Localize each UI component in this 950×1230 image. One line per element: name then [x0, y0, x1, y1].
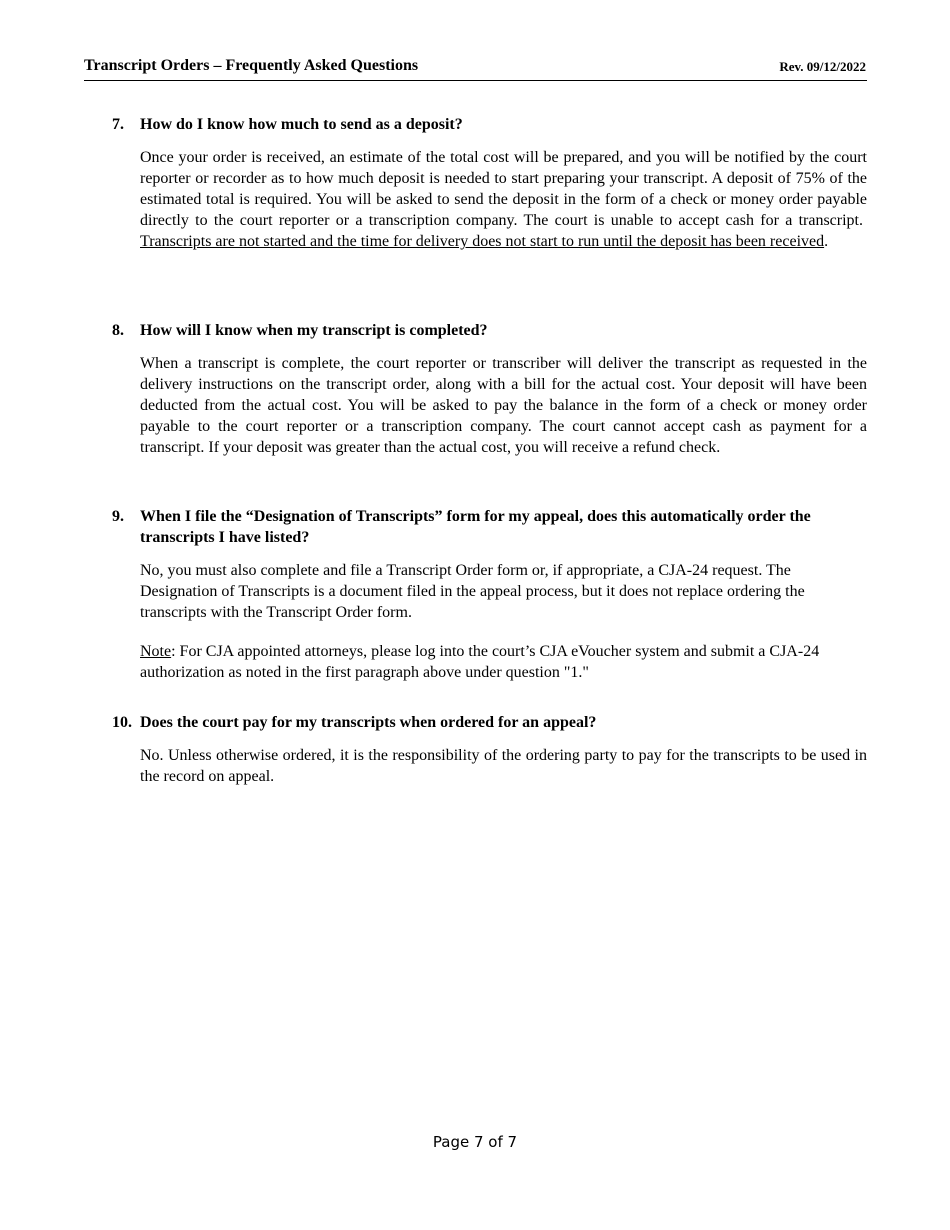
question-number: 7.	[112, 116, 124, 133]
answer-text	[140, 147, 867, 252]
page-number: Page 7 of 7	[432, 1133, 518, 1151]
revision-date: Rev. 09/12/2022	[779, 59, 866, 74]
note-label: Note	[140, 643, 172, 660]
question-heading: Does the court pay for my transcripts when ordered for an appeal?	[140, 714, 597, 731]
question-number: 9.	[112, 508, 124, 525]
faq-item-9	[112, 506, 867, 683]
document-title: Transcript Orders – Frequently Asked Questions	[84, 57, 419, 74]
note-text	[140, 641, 867, 683]
faq-item-7	[112, 114, 867, 252]
faq-item-8	[112, 320, 867, 458]
answer-text: No. Unless otherwise ordered, it is the responsibility of the ordering party to pay for the transcripts to be used in the record on appeal.	[140, 747, 867, 785]
page-header	[84, 56, 867, 81]
faq-item-10	[112, 712, 867, 787]
question-heading: How will I know when my transcript is completed?	[140, 322, 488, 339]
answer-period: .	[824, 233, 829, 250]
note-body: : For CJA appointed attorneys, please log into the court’s CJA eVoucher system and submit a CJA-24 authorization as noted in the first paragraph above under question "1."	[140, 643, 820, 681]
answer-text: No, you must also complete and file a Transcript Order form or, if appropriate, a CJA-24 request. The Designation of Transcripts is a document filed in the appeal process, but it does not replace ordering the transcripts with the Transcript Order form.	[140, 562, 805, 621]
answer-text: When a transcript is complete, the court reporter or transcriber will deliver the transcript as requested in the delivery instructions on the transcript order, along with a bill for the actual cost. Your deposit will have been deducted from the actual cost. You will be asked to pay the balance in the form of a check or money order payable to the court reporter or a transcription company. The court cannot accept cash as payment for a transcript. If your deposit was greater than the actual cost, you will receive a refund check.	[140, 355, 867, 456]
answer-underlined-text: Transcripts are not started and the time for delivery does not start to run until the deposit has been received	[140, 233, 825, 250]
answer-body: Once your order is received, an estimate of the total cost will be prepared, and you will be notified by the court reporter or recorder as to how much deposit is needed to start preparing your transcript. A deposit of 75% of the estimated total is required. You will be asked to send the deposit in the form of a check or money order payable directly to the court reporter or a transcription company. The court is unable to accept cash for a transcript.	[140, 149, 867, 229]
question-heading: How do I know how much to send as a deposit?	[140, 116, 463, 133]
question-number: 8.	[112, 322, 124, 339]
question-heading: When I file the “Designation of Transcripts” form for my appeal, does this automatically order the transcripts I have listed?	[140, 508, 811, 546]
question-number: 10.	[112, 714, 132, 731]
